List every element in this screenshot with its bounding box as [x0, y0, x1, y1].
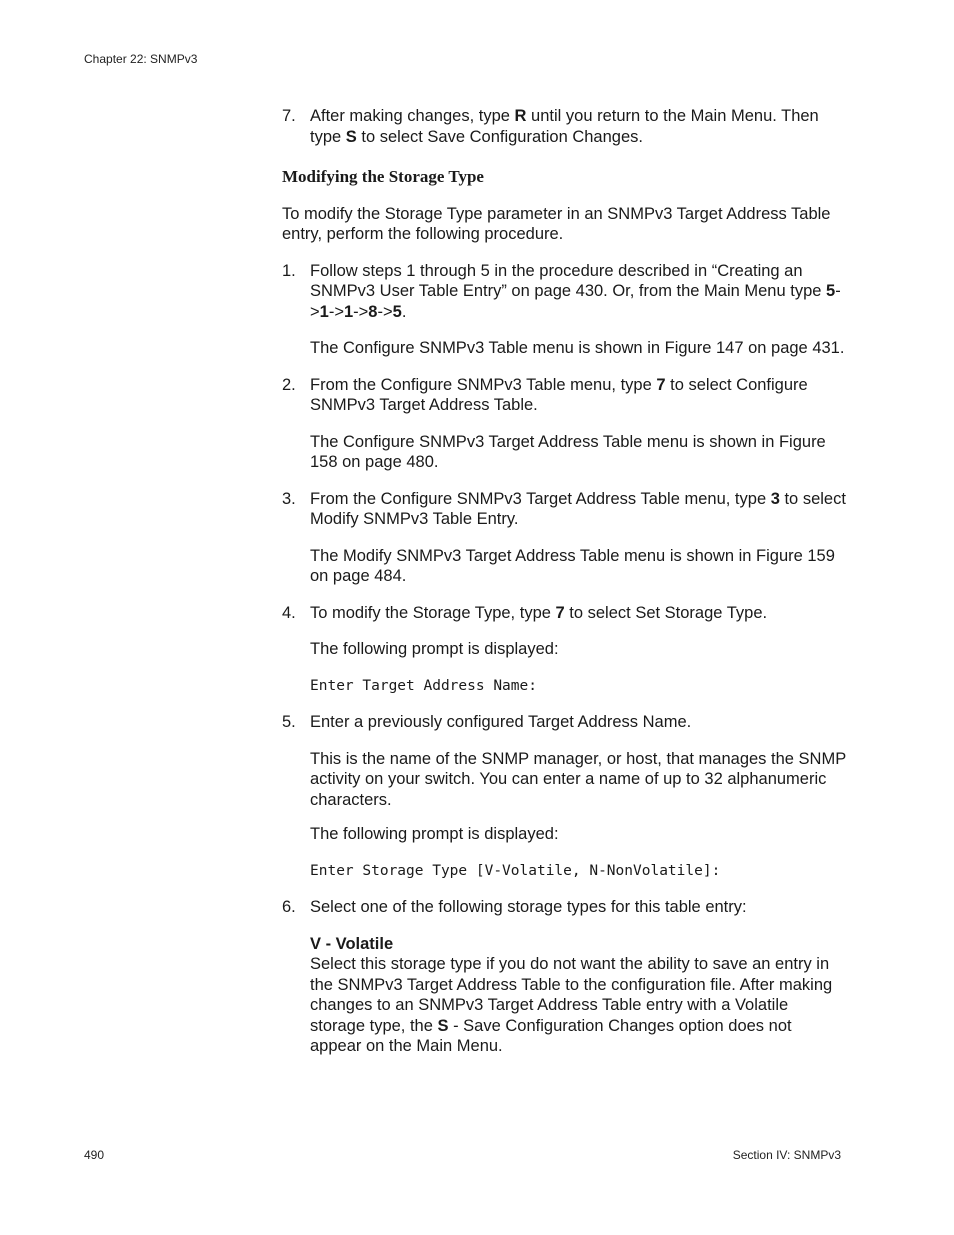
- menu-key: 1: [319, 302, 329, 321]
- step-text: Select one of the following storage types for this table entry:: [310, 898, 747, 916]
- menu-key: 5: [392, 302, 402, 321]
- page-body: [282, 106, 847, 1073]
- step-7: [282, 106, 847, 147]
- prompt-code: Enter Storage Type [V-Volatile, N-NonVolatile]:: [310, 862, 721, 879]
- running-header: [84, 52, 197, 66]
- step-number: 2.: [282, 375, 296, 394]
- menu-key: 7: [555, 603, 565, 622]
- step-number: 5.: [282, 713, 296, 731]
- step-text: Follow steps 1 through 5 in the procedure described in “Creating an SNMPv3 User Table Entry” on page 430. Or, from the Main Menu type 5->1->1->8->5.: [310, 261, 841, 321]
- step-6: [282, 897, 847, 1057]
- key-r: R: [514, 107, 527, 125]
- step-number: 7.: [282, 107, 296, 125]
- step-note: The Configure SNMPv3 Target Address Table menu is shown in Figure 158 on page 480.: [310, 432, 826, 471]
- menu-key: 7: [656, 375, 666, 394]
- menu-key: 3: [770, 489, 780, 508]
- step-text: From the Configure SNMPv3 Table menu, type 7 to select Configure SNMPv3 Target Address Table.: [310, 375, 808, 414]
- menu-key: 5: [826, 282, 836, 300]
- step-note: The following prompt is displayed:: [310, 825, 559, 843]
- prompt-code: Enter Target Address Name:: [310, 677, 537, 694]
- step-4: [282, 603, 847, 697]
- step-text: To modify the Storage Type, type 7 to select Set Storage Type.: [310, 603, 768, 622]
- step-text: After making changes, type R until you return to the Main Menu. Then type S to select Save Configuration Changes.: [310, 107, 819, 146]
- step-text: From the Configure SNMPv3 Target Address Table menu, type 3 to select Modify SNMPv3 Table Entry.: [310, 489, 846, 528]
- step-number: 4.: [282, 603, 296, 622]
- definition-term: V - Volatile: [310, 934, 394, 953]
- step-2: [282, 375, 847, 473]
- step-number: 3.: [282, 489, 296, 508]
- step-note: The following prompt is displayed:: [310, 640, 559, 658]
- step-note: This is the name of the SNMP manager, or host, that manages the SNMP activity on your switch. You can enter a name of up to 32 alphanumeric characters.: [310, 749, 846, 809]
- page-number: 490: [84, 1148, 105, 1162]
- step-3: [282, 489, 847, 587]
- section-intro: To modify the Storage Type parameter in an SNMPv3 Target Address Table entry, perform the following procedure.: [282, 204, 831, 243]
- step-number: 6.: [282, 898, 296, 916]
- definition: V - Volatile Select this storage type if you do not want the ability to save an entry in the SNMPv3 Target Address Table to the configuration file. After making changes to an SNMPv3 Target Address Table entry with a Volatile storage type, the S - Save Configuration Changes option does not appear on the Main Menu.: [310, 934, 833, 1055]
- step-number: 1.: [282, 261, 296, 280]
- menu-key: S: [437, 1016, 449, 1035]
- key-s: S: [345, 127, 357, 146]
- step-note: The Configure SNMPv3 Table menu is shown in Figure 147 on page 431.: [310, 339, 845, 357]
- step-5: [282, 712, 847, 881]
- running-footer-section: Section IV: SNMPv3: [732, 1148, 841, 1162]
- chapter-title: Chapter 22: SNMPv3: [84, 52, 198, 66]
- section-heading: Modifying the Storage Type: [282, 167, 484, 186]
- step-note: The Modify SNMPv3 Target Address Table menu is shown in Figure 159 on page 484.: [310, 546, 835, 585]
- step-1: [282, 261, 847, 359]
- step-text: Enter a previously configured Target Address Name.: [310, 713, 692, 731]
- menu-key: 8: [368, 302, 378, 321]
- menu-key: 1: [343, 302, 354, 321]
